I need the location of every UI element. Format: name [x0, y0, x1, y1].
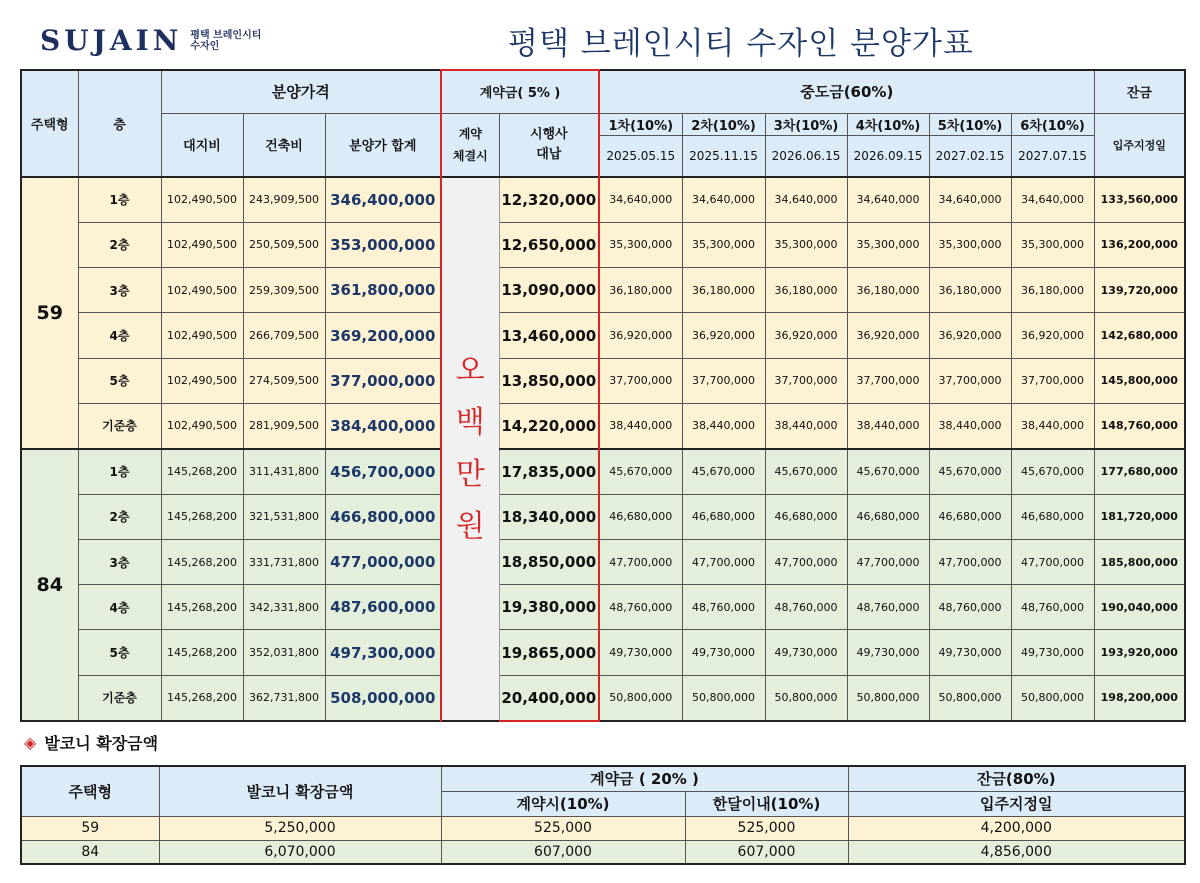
developer-deposit-cell: 18,850,000 [499, 539, 599, 584]
deposit-group-header: 계약금( 5% ) [441, 70, 599, 113]
installment-5-cell: 45,670,000 [929, 449, 1011, 494]
land-price-cell: 102,490,500 [161, 313, 243, 358]
installment-6-cell: 46,680,000 [1011, 494, 1094, 539]
balcony-balance-cell: 4,200,000 [848, 816, 1185, 840]
balcony-deposit-group-header: 계약금 ( 20% ) [441, 766, 848, 791]
installment-4-cell: 34,640,000 [847, 177, 929, 222]
developer-deposit-cell: 13,090,000 [499, 268, 599, 313]
installment-5-cell: 34,640,000 [929, 177, 1011, 222]
balance-cell: 139,720,000 [1094, 268, 1185, 313]
balcony-table [20, 765, 1186, 865]
total-price-cell: 477,000,000 [325, 539, 441, 584]
installment-1-cell: 49,730,000 [599, 630, 682, 675]
floor-cell: 1층 [78, 177, 161, 222]
installment-3-cell: 49,730,000 [765, 630, 847, 675]
installment-6-cell: 35,300,000 [1011, 222, 1094, 267]
balance-cell: 133,560,000 [1094, 177, 1185, 222]
installment-6-cell: 34,640,000 [1011, 177, 1094, 222]
table-row [21, 675, 1185, 720]
balcony-heading [24, 731, 158, 754]
deposit-developer-header [499, 113, 599, 177]
building-price-cell: 266,709,500 [243, 313, 325, 358]
table-row [21, 539, 1185, 584]
total-price-cell: 508,000,000 [325, 675, 441, 720]
balcony-month-cell: 607,000 [685, 840, 848, 864]
page-title: 평택 브레인시티 수자인 분양가표 [508, 26, 974, 62]
installment-1-cell: 37,700,000 [599, 358, 682, 403]
floor-cell: 기준층 [78, 675, 161, 720]
installment-3-cell: 45,670,000 [765, 449, 847, 494]
total-price-cell: 361,800,000 [325, 268, 441, 313]
installment-6-cell: 50,800,000 [1011, 675, 1094, 720]
installment-6-label: 6차(10%) [1011, 113, 1094, 135]
table-row [21, 449, 1185, 494]
floor-cell: 5층 [78, 630, 161, 675]
developer-deposit-cell: 20,400,000 [499, 675, 599, 720]
deposit-contract-line2: 체결시 [452, 148, 488, 163]
installment-2-cell: 50,800,000 [682, 675, 765, 720]
balance-cell: 198,200,000 [1094, 675, 1185, 720]
building-price-cell: 259,309,500 [243, 268, 325, 313]
building-price-cell: 321,531,800 [243, 494, 325, 539]
installment-6-cell: 47,700,000 [1011, 539, 1094, 584]
installment-3-cell: 50,800,000 [765, 675, 847, 720]
installment-5-cell: 50,800,000 [929, 675, 1011, 720]
balcony-type-header: 주택형 [21, 766, 159, 816]
contract-note-char: 백 [455, 404, 485, 440]
floor-cell: 5층 [78, 358, 161, 403]
balcony-row [21, 816, 1185, 840]
installment-4-cell: 37,700,000 [847, 358, 929, 403]
developer-deposit-cell: 13,460,000 [499, 313, 599, 358]
building-price-cell: 342,331,800 [243, 585, 325, 630]
price-group-header: 분양가격 [161, 70, 441, 113]
installment-4-cell: 36,180,000 [847, 268, 929, 313]
building-price-cell: 352,031,800 [243, 630, 325, 675]
contract-note-char: 오 [455, 352, 485, 388]
balcony-amount-header: 발코니 확장금액 [159, 766, 441, 816]
installment-3-cell: 34,640,000 [765, 177, 847, 222]
developer-deposit-cell: 12,320,000 [499, 177, 599, 222]
installment-3-label: 3차(10%) [765, 113, 847, 135]
middle-group-header: 중도금(60%) [599, 70, 1094, 113]
installment-5-cell: 49,730,000 [929, 630, 1011, 675]
installment-4-cell: 36,920,000 [847, 313, 929, 358]
table-row [21, 177, 1185, 222]
developer-deposit-cell: 12,650,000 [499, 222, 599, 267]
installment-3-cell: 46,680,000 [765, 494, 847, 539]
land-price-cell: 102,490,500 [161, 268, 243, 313]
developer-deposit-cell: 17,835,000 [499, 449, 599, 494]
balcony-sign-cell: 525,000 [441, 816, 685, 840]
total-price-cell: 456,700,000 [325, 449, 441, 494]
floor-cell: 1층 [78, 449, 161, 494]
installment-1-cell: 38,440,000 [599, 403, 682, 448]
logo-subtitle-line2: 수자인 [190, 40, 220, 52]
installment-4-cell: 35,300,000 [847, 222, 929, 267]
installment-4-cell: 45,670,000 [847, 449, 929, 494]
installment-5-cell: 35,300,000 [929, 222, 1011, 267]
installment-1-cell: 34,640,000 [599, 177, 682, 222]
floor-cell: 3층 [78, 268, 161, 313]
building-price-cell: 243,909,500 [243, 177, 325, 222]
installment-1-cell: 46,680,000 [599, 494, 682, 539]
land-header: 대지비 [161, 113, 243, 177]
balance-cell: 190,040,000 [1094, 585, 1185, 630]
contract-deposit-note [441, 177, 499, 721]
balcony-row [21, 840, 1185, 864]
land-price-cell: 145,268,200 [161, 449, 243, 494]
contract-note-char: 만 [455, 456, 485, 492]
building-price-cell: 250,509,500 [243, 222, 325, 267]
land-price-cell: 145,268,200 [161, 675, 243, 720]
installment-6-cell: 49,730,000 [1011, 630, 1094, 675]
installment-3-cell: 37,700,000 [765, 358, 847, 403]
land-price-cell: 145,268,200 [161, 585, 243, 630]
balance-cell: 185,800,000 [1094, 539, 1185, 584]
installment-6-date: 2027.07.15 [1011, 135, 1094, 177]
land-price-cell: 145,268,200 [161, 539, 243, 584]
total-price-cell: 377,000,000 [325, 358, 441, 403]
building-price-cell: 331,731,800 [243, 539, 325, 584]
installment-4-cell: 47,700,000 [847, 539, 929, 584]
floor-cell: 2층 [78, 494, 161, 539]
table-row [21, 585, 1185, 630]
installment-1-date: 2025.05.15 [599, 135, 682, 177]
balance-cell: 145,800,000 [1094, 358, 1185, 403]
balcony-heading-text: 발코니 확장금액 [44, 734, 159, 753]
balance-group-header: 잔금 [1094, 70, 1185, 113]
installment-2-cell: 49,730,000 [682, 630, 765, 675]
installment-3-cell: 36,180,000 [765, 268, 847, 313]
land-price-cell: 102,490,500 [161, 403, 243, 448]
balcony-balance-cell: 4,856,000 [848, 840, 1185, 864]
installment-3-cell: 35,300,000 [765, 222, 847, 267]
floor-cell: 3층 [78, 539, 161, 584]
installment-1-cell: 35,300,000 [599, 222, 682, 267]
table-row [21, 313, 1185, 358]
total-price-cell: 353,000,000 [325, 222, 441, 267]
installment-6-cell: 38,440,000 [1011, 403, 1094, 448]
building-price-cell: 274,509,500 [243, 358, 325, 403]
total-price-cell: 497,300,000 [325, 630, 441, 675]
installment-2-cell: 36,920,000 [682, 313, 765, 358]
installment-1-cell: 36,920,000 [599, 313, 682, 358]
header-row-1 [21, 70, 1185, 113]
total-price-cell: 487,600,000 [325, 585, 441, 630]
installment-6-cell: 36,920,000 [1011, 313, 1094, 358]
installment-2-cell: 45,670,000 [682, 449, 765, 494]
installment-2-cell: 48,760,000 [682, 585, 765, 630]
balance-cell: 148,760,000 [1094, 403, 1185, 448]
installment-4-label: 4차(10%) [847, 113, 929, 135]
installment-1-cell: 36,180,000 [599, 268, 682, 313]
installment-4-cell: 46,680,000 [847, 494, 929, 539]
installment-2-label: 2차(10%) [682, 113, 765, 135]
installment-1-label: 1차(10%) [599, 113, 682, 135]
diamond-bullet-icon: ◈ [24, 733, 37, 752]
balcony-amount-cell: 6,070,000 [159, 840, 441, 864]
page-header [0, 0, 1200, 68]
deposit-contract-line1: 계약 [458, 126, 482, 141]
balance-cell: 142,680,000 [1094, 313, 1185, 358]
installment-3-cell: 36,920,000 [765, 313, 847, 358]
installment-1-cell: 48,760,000 [599, 585, 682, 630]
floor-cell: 4층 [78, 313, 161, 358]
building-price-cell: 362,731,800 [243, 675, 325, 720]
installment-2-date: 2025.11.15 [682, 135, 765, 177]
logo-subtitle [190, 30, 261, 52]
balcony-balance-sub-header: 입주지정일 [848, 791, 1185, 816]
installment-5-cell: 36,920,000 [929, 313, 1011, 358]
brand-logo [40, 24, 261, 57]
installment-5-cell: 37,700,000 [929, 358, 1011, 403]
land-price-cell: 102,490,500 [161, 177, 243, 222]
balcony-type-cell: 84 [21, 840, 159, 864]
balcony-month-cell: 525,000 [685, 816, 848, 840]
installment-5-date: 2027.02.15 [929, 135, 1011, 177]
installment-5-cell: 48,760,000 [929, 585, 1011, 630]
floor-cell: 4층 [78, 585, 161, 630]
balance-cell: 177,680,000 [1094, 449, 1185, 494]
table-row [21, 358, 1185, 403]
table-row [21, 222, 1185, 267]
developer-deposit-cell: 19,865,000 [499, 630, 599, 675]
floor-cell: 2층 [78, 222, 161, 267]
installment-2-cell: 37,700,000 [682, 358, 765, 403]
balance-cell: 181,720,000 [1094, 494, 1185, 539]
deposit-contract-header [441, 113, 499, 177]
installment-3-date: 2026.06.15 [765, 135, 847, 177]
installment-3-cell: 48,760,000 [765, 585, 847, 630]
installment-1-cell: 47,700,000 [599, 539, 682, 584]
unit-type-cell: 84 [21, 449, 78, 721]
balcony-sign-cell: 607,000 [441, 840, 685, 864]
total-price-cell: 369,200,000 [325, 313, 441, 358]
installment-4-cell: 50,800,000 [847, 675, 929, 720]
installment-6-cell: 36,180,000 [1011, 268, 1094, 313]
deposit-developer-line1: 시행사 [529, 126, 568, 142]
contract-note-char: 원 [455, 508, 485, 544]
total-price-cell: 466,800,000 [325, 494, 441, 539]
balcony-deposit-sign-header: 계약시(10%) [441, 791, 685, 816]
building-price-cell: 281,909,500 [243, 403, 325, 448]
installment-4-date: 2026.09.15 [847, 135, 929, 177]
logo-subtitle-line1: 평택 브레인시티 [190, 29, 262, 41]
installment-1-cell: 50,800,000 [599, 675, 682, 720]
table-row [21, 494, 1185, 539]
installment-5-cell: 47,700,000 [929, 539, 1011, 584]
land-price-cell: 102,490,500 [161, 358, 243, 403]
total-price-cell: 346,400,000 [325, 177, 441, 222]
installment-3-cell: 47,700,000 [765, 539, 847, 584]
total-price-cell: 384,400,000 [325, 403, 441, 448]
table-row [21, 630, 1185, 675]
land-price-cell: 145,268,200 [161, 630, 243, 675]
table-row [21, 403, 1185, 448]
balcony-header-row-1 [21, 766, 1185, 791]
installment-4-cell: 48,760,000 [847, 585, 929, 630]
installment-6-cell: 37,700,000 [1011, 358, 1094, 403]
balance-cell: 193,920,000 [1094, 630, 1185, 675]
balcony-amount-cell: 5,250,000 [159, 816, 441, 840]
installment-2-cell: 34,640,000 [682, 177, 765, 222]
installment-4-cell: 49,730,000 [847, 630, 929, 675]
floor-cell: 기준층 [78, 403, 161, 448]
balance-sub-header: 입주지정일 [1094, 113, 1185, 177]
building-header: 건축비 [243, 113, 325, 177]
developer-deposit-cell: 19,380,000 [499, 585, 599, 630]
installment-6-cell: 48,760,000 [1011, 585, 1094, 630]
balance-cell: 136,200,000 [1094, 222, 1185, 267]
installment-5-cell: 36,180,000 [929, 268, 1011, 313]
land-price-cell: 102,490,500 [161, 222, 243, 267]
installment-4-cell: 38,440,000 [847, 403, 929, 448]
installment-6-cell: 45,670,000 [1011, 449, 1094, 494]
installment-2-cell: 38,440,000 [682, 403, 765, 448]
col-floor-header: 층 [78, 70, 161, 177]
total-header: 분양가 합계 [325, 113, 441, 177]
installment-3-cell: 38,440,000 [765, 403, 847, 448]
col-type-header: 주택형 [21, 70, 78, 177]
deposit-developer-line2: 대납 [536, 146, 562, 162]
price-table [20, 69, 1186, 722]
land-price-cell: 145,268,200 [161, 494, 243, 539]
installment-1-cell: 45,670,000 [599, 449, 682, 494]
balcony-type-cell: 59 [21, 816, 159, 840]
header-row-2 [21, 113, 1185, 135]
installment-2-cell: 46,680,000 [682, 494, 765, 539]
installment-5-cell: 46,680,000 [929, 494, 1011, 539]
unit-type-cell: 59 [21, 177, 78, 449]
installment-2-cell: 36,180,000 [682, 268, 765, 313]
balcony-balance-group-header: 잔금(80%) [848, 766, 1185, 791]
installment-5-label: 5차(10%) [929, 113, 1011, 135]
installment-2-cell: 35,300,000 [682, 222, 765, 267]
installment-2-cell: 47,700,000 [682, 539, 765, 584]
table-row [21, 268, 1185, 313]
developer-deposit-cell: 13,850,000 [499, 358, 599, 403]
building-price-cell: 311,431,800 [243, 449, 325, 494]
developer-deposit-cell: 18,340,000 [499, 494, 599, 539]
balcony-deposit-month-header: 한달이내(10%) [685, 791, 848, 816]
developer-deposit-cell: 14,220,000 [499, 403, 599, 448]
installment-5-cell: 38,440,000 [929, 403, 1011, 448]
logo-wordmark: SUJAIN [40, 24, 183, 57]
